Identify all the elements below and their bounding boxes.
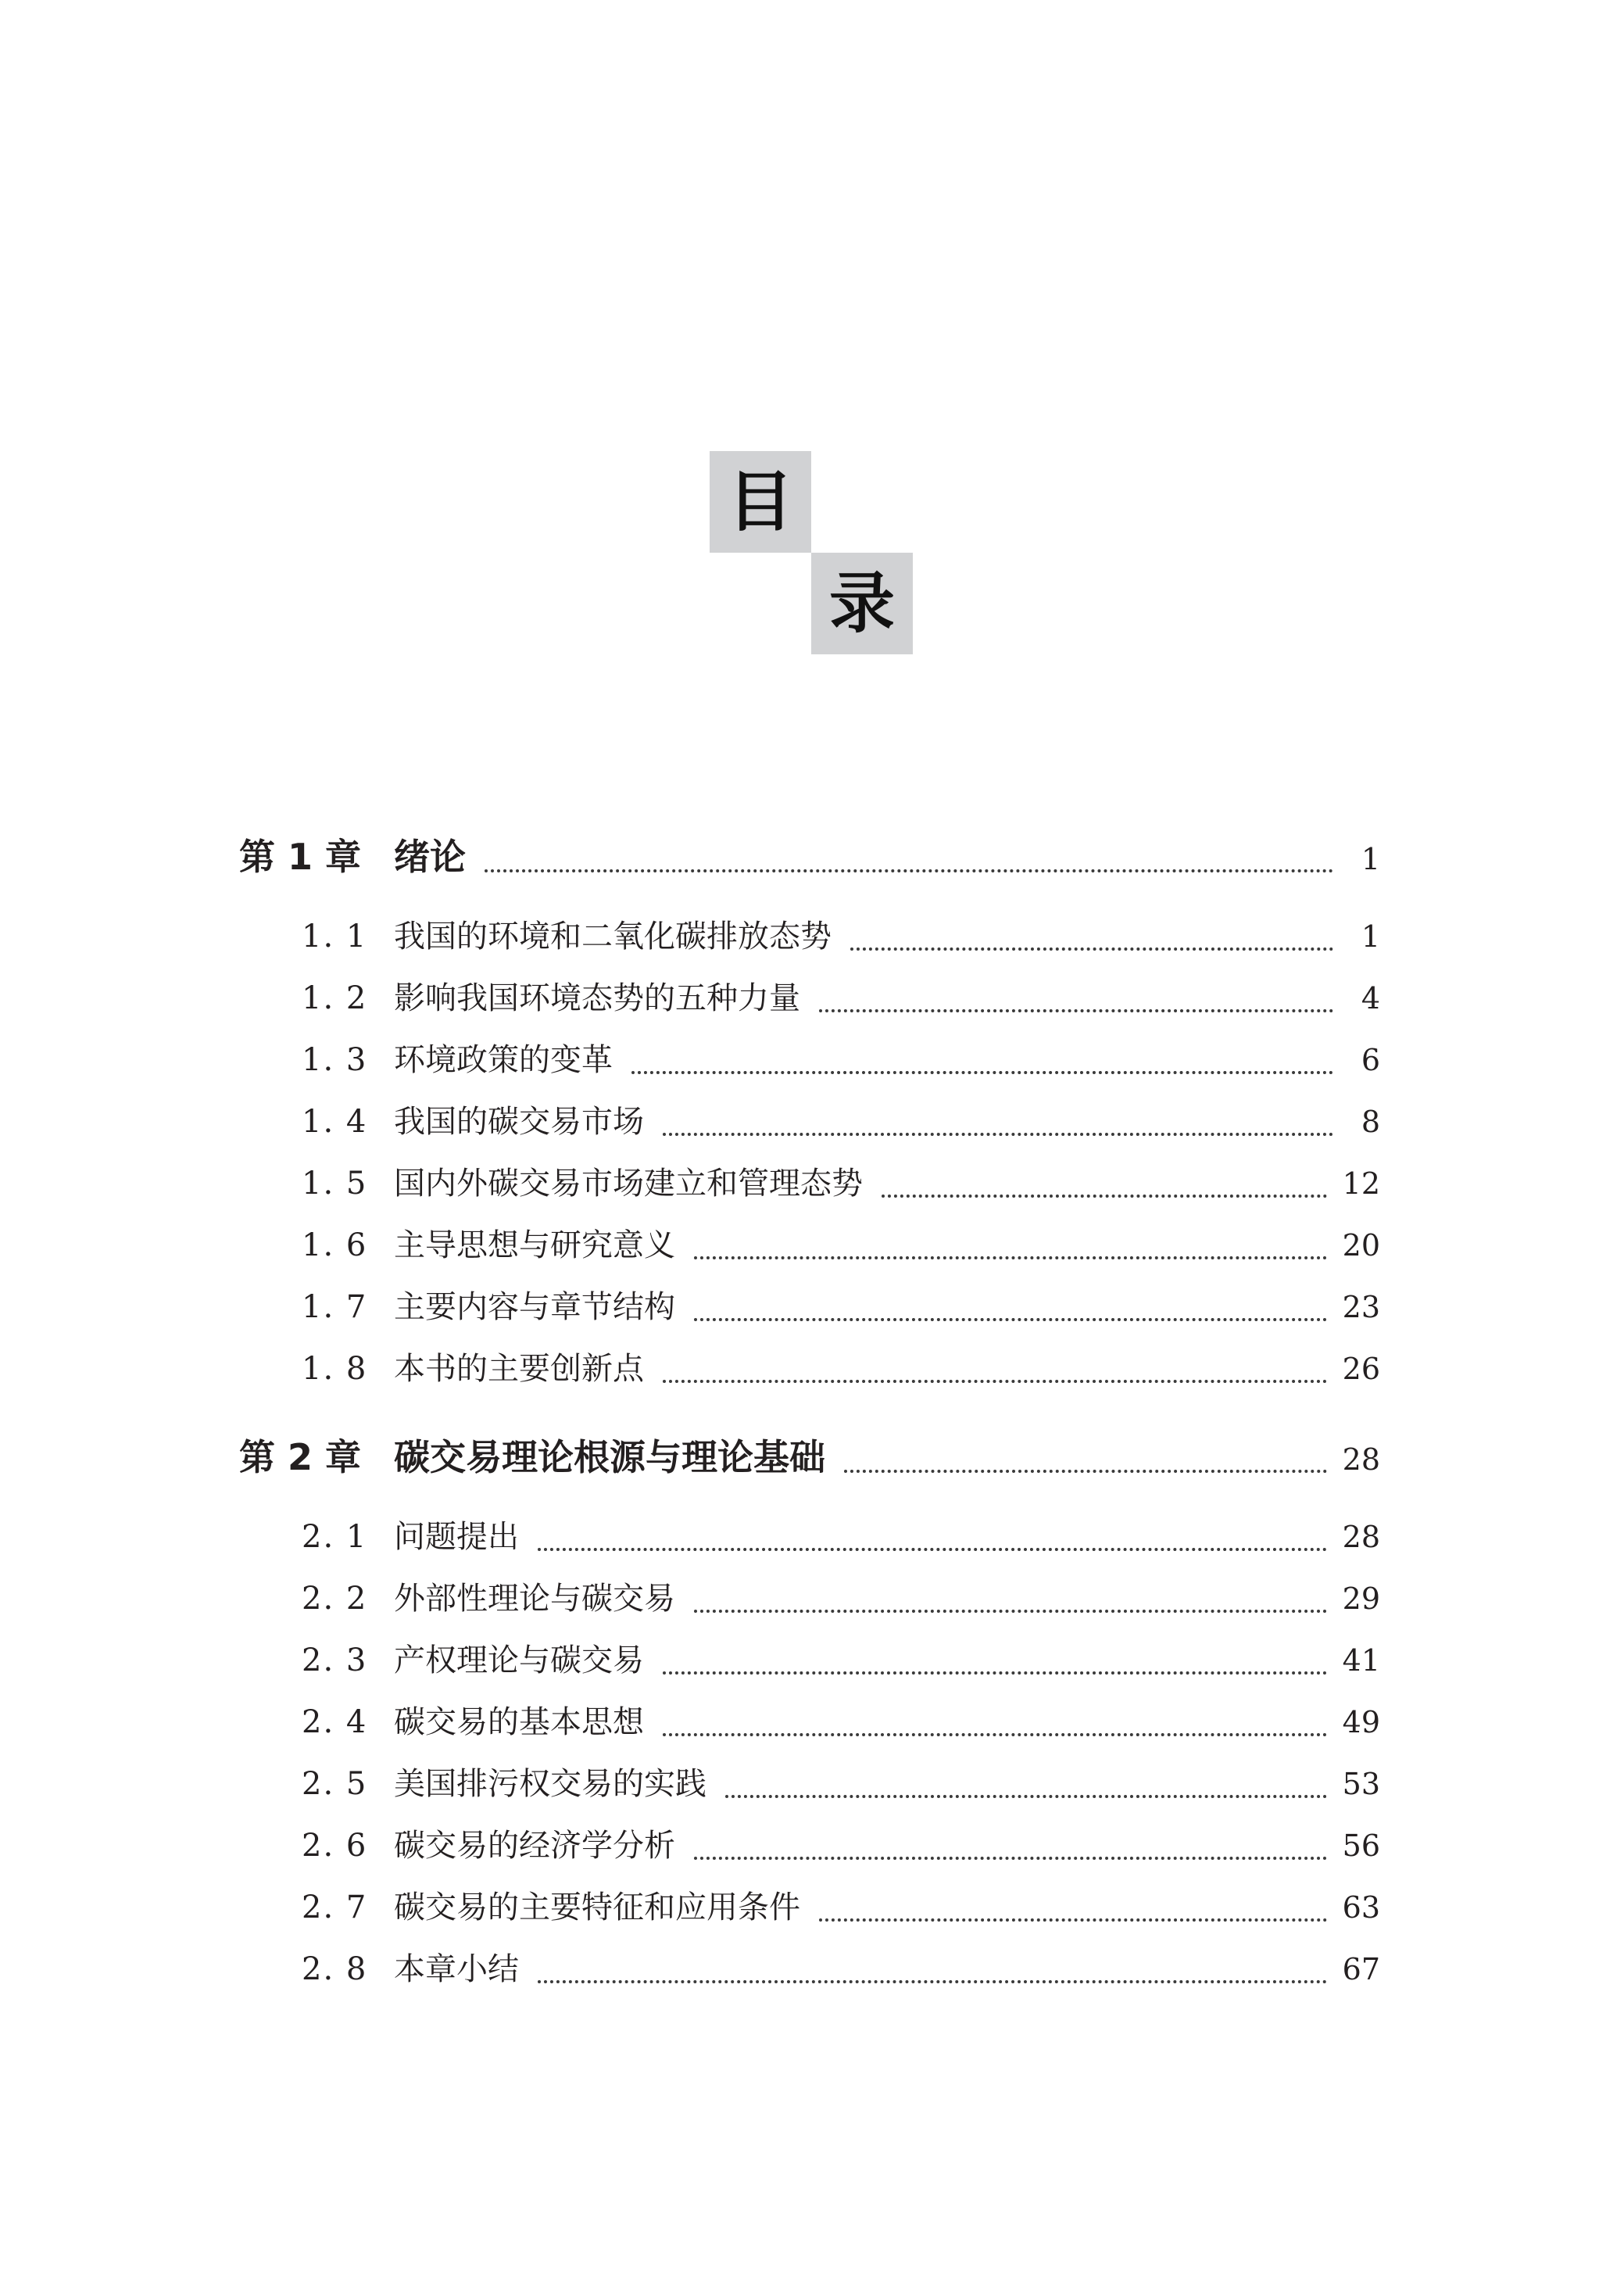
toc-heading-char-1: 目 bbox=[710, 451, 811, 553]
toc-section-2-3[interactable] bbox=[239, 1635, 1380, 1697]
dot-leader bbox=[819, 1918, 1327, 1922]
chapter-number: 第 1 章 bbox=[239, 836, 362, 878]
toc-section-2-4[interactable] bbox=[239, 1697, 1380, 1759]
toc-section-1-4[interactable] bbox=[239, 1097, 1380, 1159]
section-page: 28 bbox=[1342, 1520, 1380, 1554]
chapter-title: 碳交易理论根源与理论基础 bbox=[394, 1436, 825, 1478]
chapter-page: 28 bbox=[1342, 1442, 1380, 1477]
dot-leader bbox=[725, 1795, 1327, 1798]
section-number: 1. 1 bbox=[302, 919, 368, 955]
section-page: 20 bbox=[1342, 1228, 1380, 1263]
section-number: 1. 5 bbox=[302, 1166, 368, 1202]
dot-leader bbox=[485, 869, 1333, 872]
section-title: 主要内容与章节结构 bbox=[394, 1289, 675, 1325]
table-of-contents bbox=[239, 829, 1380, 2006]
section-title: 外部性理论与碳交易 bbox=[394, 1581, 675, 1617]
toc-section-2-6[interactable] bbox=[239, 1821, 1380, 1882]
section-page: 1 bbox=[1361, 919, 1380, 954]
section-number: 2. 3 bbox=[302, 1642, 368, 1678]
dot-leader bbox=[694, 1256, 1327, 1259]
dot-leader bbox=[694, 1857, 1327, 1860]
section-number: 2. 1 bbox=[302, 1519, 368, 1555]
toc-chapter-1[interactable] bbox=[239, 829, 1380, 901]
toc-section-1-3[interactable] bbox=[239, 1035, 1380, 1097]
dot-leader bbox=[819, 1009, 1333, 1012]
toc-section-2-1[interactable] bbox=[239, 1512, 1380, 1574]
dot-leader bbox=[538, 1548, 1327, 1551]
section-number: 1. 2 bbox=[302, 980, 368, 1016]
dot-leader bbox=[844, 1470, 1327, 1473]
section-number: 1. 3 bbox=[302, 1042, 368, 1078]
chapter-page: 1 bbox=[1361, 842, 1380, 876]
section-number: 1. 4 bbox=[302, 1104, 368, 1140]
section-page: 12 bbox=[1342, 1166, 1380, 1201]
section-page: 29 bbox=[1342, 1581, 1380, 1616]
section-title: 我国的碳交易市场 bbox=[394, 1104, 644, 1140]
toc-section-1-8[interactable] bbox=[239, 1344, 1380, 1406]
section-title: 本章小结 bbox=[394, 1951, 519, 1987]
section-title: 影响我国环境态势的五种力量 bbox=[394, 980, 800, 1016]
dot-leader bbox=[663, 1733, 1327, 1736]
section-title: 碳交易的基本思想 bbox=[394, 1704, 644, 1740]
section-page: 26 bbox=[1342, 1352, 1380, 1386]
section-number: 1. 7 bbox=[302, 1289, 368, 1325]
dot-leader bbox=[882, 1195, 1327, 1198]
toc-heading-char-2: 录 bbox=[811, 553, 913, 654]
dot-leader bbox=[694, 1610, 1327, 1613]
chapter-number: 第 2 章 bbox=[239, 1436, 362, 1478]
dot-leader bbox=[663, 1380, 1327, 1383]
section-title: 主导思想与研究意义 bbox=[394, 1227, 675, 1263]
section-page: 8 bbox=[1361, 1105, 1380, 1139]
chapter-title: 绪论 bbox=[394, 836, 466, 878]
section-number: 2. 8 bbox=[302, 1951, 368, 1987]
section-page: 67 bbox=[1342, 1952, 1380, 1986]
section-number: 2. 5 bbox=[302, 1766, 368, 1802]
toc-chapter-2[interactable] bbox=[239, 1429, 1380, 1501]
toc-section-1-6[interactable] bbox=[239, 1220, 1380, 1282]
section-title: 碳交易的经济学分析 bbox=[394, 1828, 675, 1864]
dot-leader bbox=[694, 1318, 1327, 1321]
section-title: 环境政策的变革 bbox=[394, 1042, 613, 1078]
section-number: 2. 6 bbox=[302, 1828, 368, 1864]
section-number: 1. 8 bbox=[302, 1351, 368, 1387]
dot-leader bbox=[663, 1671, 1327, 1675]
dot-leader bbox=[538, 1980, 1327, 1983]
toc-section-1-1[interactable] bbox=[239, 912, 1380, 973]
section-page: 23 bbox=[1342, 1290, 1380, 1324]
section-title: 我国的环境和二氧化碳排放态势 bbox=[394, 919, 832, 955]
section-page: 63 bbox=[1342, 1890, 1380, 1925]
toc-section-1-7[interactable] bbox=[239, 1282, 1380, 1344]
dot-leader bbox=[631, 1071, 1333, 1074]
dot-leader bbox=[663, 1133, 1333, 1136]
toc-section-2-2[interactable] bbox=[239, 1574, 1380, 1635]
section-number: 2. 2 bbox=[302, 1581, 368, 1617]
section-title: 产权理论与碳交易 bbox=[394, 1642, 644, 1678]
section-page: 4 bbox=[1361, 981, 1380, 1016]
section-number: 1. 6 bbox=[302, 1227, 368, 1263]
section-page: 53 bbox=[1342, 1767, 1380, 1801]
section-page: 6 bbox=[1361, 1043, 1380, 1077]
dot-leader bbox=[850, 947, 1333, 951]
toc-section-2-7[interactable] bbox=[239, 1882, 1380, 1944]
section-title: 碳交易的主要特征和应用条件 bbox=[394, 1890, 800, 1925]
section-page: 41 bbox=[1342, 1643, 1380, 1678]
section-number: 2. 4 bbox=[302, 1704, 368, 1740]
section-title: 国内外碳交易市场建立和管理态势 bbox=[394, 1166, 863, 1202]
section-number: 2. 7 bbox=[302, 1890, 368, 1925]
section-page: 49 bbox=[1342, 1705, 1380, 1739]
section-title: 美国排污权交易的实践 bbox=[394, 1766, 706, 1802]
section-title: 本书的主要创新点 bbox=[394, 1351, 644, 1387]
toc-section-1-2[interactable] bbox=[239, 973, 1380, 1035]
toc-section-2-8[interactable] bbox=[239, 1944, 1380, 2006]
toc-section-2-5[interactable] bbox=[239, 1759, 1380, 1821]
section-title: 问题提出 bbox=[394, 1519, 519, 1555]
section-page: 56 bbox=[1342, 1829, 1380, 1863]
toc-section-1-5[interactable] bbox=[239, 1159, 1380, 1220]
